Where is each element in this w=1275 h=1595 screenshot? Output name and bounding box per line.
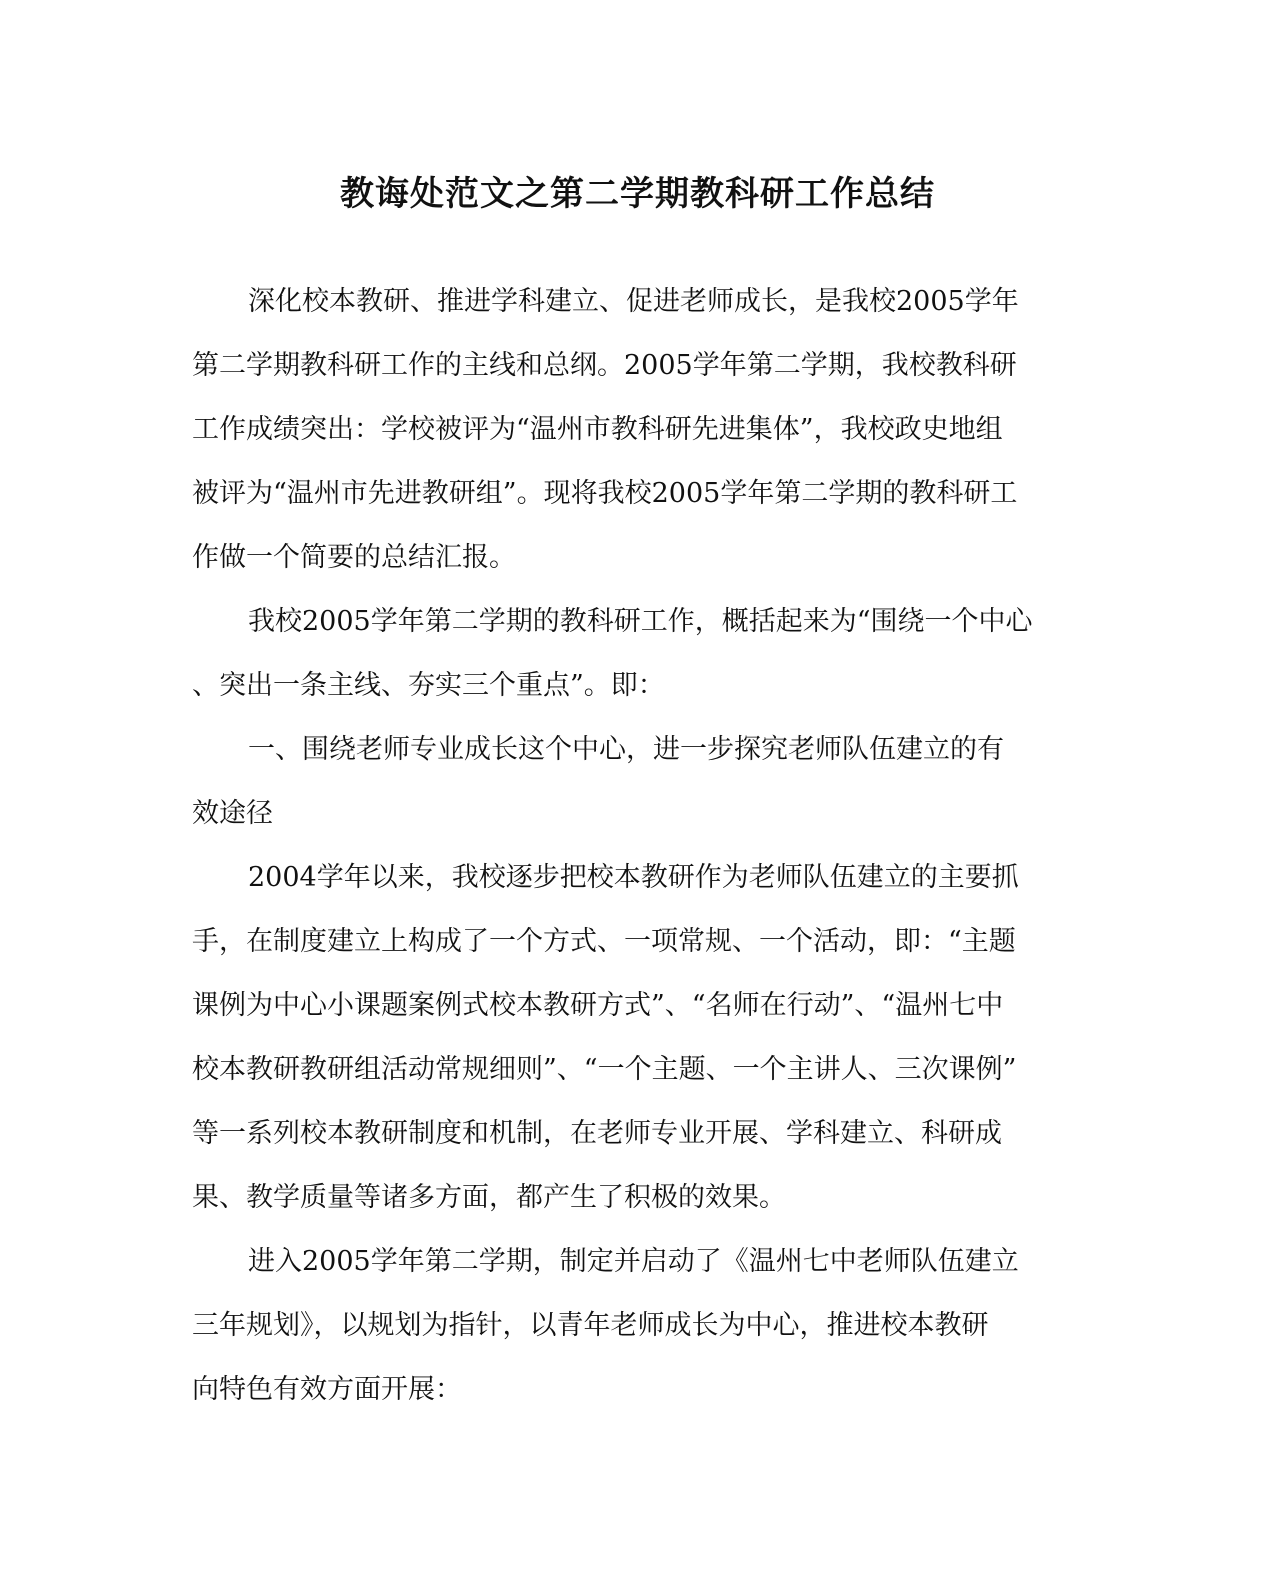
text-line: 工作成绩突出：学校被评为“温州市教科研先进集体”，我校政史地组 [192,414,1003,445]
paragraph-section-one-heading [192,718,1072,846]
text-line: 我校2005学年第二学期的教科研工作，概括起来为“围绕一个中心 [248,606,1033,637]
text-line: 深化校本教研、推进学科建立、促进老师成长，是我校2005学年 [248,286,1019,317]
text-line: 课例为中心小课题案例式校本教研方式”、“名师在行动”、“温州七中 [192,990,1004,1021]
text-line: 三年规划》，以规划为指针，以青年老师成长为中心，推进校本教研 [192,1310,989,1341]
paragraph-intro [192,270,1072,590]
document-body [192,270,1072,1422]
paragraph-2004-review [192,846,1072,1230]
text-line: 进入2005学年第二学期，制定并启动了《温州七中老师队伍建立 [248,1246,1019,1277]
text-line: 果、教学质量等诸多方面，都产生了积极的效果。 [192,1182,786,1213]
text-line: 效途径 [192,798,273,829]
text-line: 作做一个简要的总结汇报。 [192,542,516,573]
text-line: 一、围绕老师专业成长这个中心，进一步探究老师队伍建立的有 [248,734,1004,765]
text-line: 校本教研教研组活动常规细则”、“一个主题、一个主讲人、三次课例” [192,1054,1017,1085]
text-line: 被评为“温州市先进教研组”。现将我校2005学年第二学期的教科研工 [192,478,1018,509]
text-line: 等一系列校本教研制度和机制，在老师专业开展、学科建立、科研成 [192,1118,1002,1149]
text-line: 2004学年以来，我校逐步把校本教研作为老师队伍建立的主要抓 [248,862,1019,893]
text-line: 第二学期教科研工作的主线和总纲。2005学年第二学期，我校教科研 [192,350,1017,381]
document-title: 教诲处范文之第二学期教科研工作总结 [340,174,935,214]
text-line: 、突出一条主线、夯实三个重点”。即： [192,670,665,701]
paragraph-2005-plan [192,1230,1072,1422]
paragraph-summary [192,590,1072,718]
text-line: 手，在制度建立上构成了一个方式、一项常规、一个活动，即：“主题 [192,926,1016,957]
text-line: 向特色有效方面开展： [192,1374,462,1405]
